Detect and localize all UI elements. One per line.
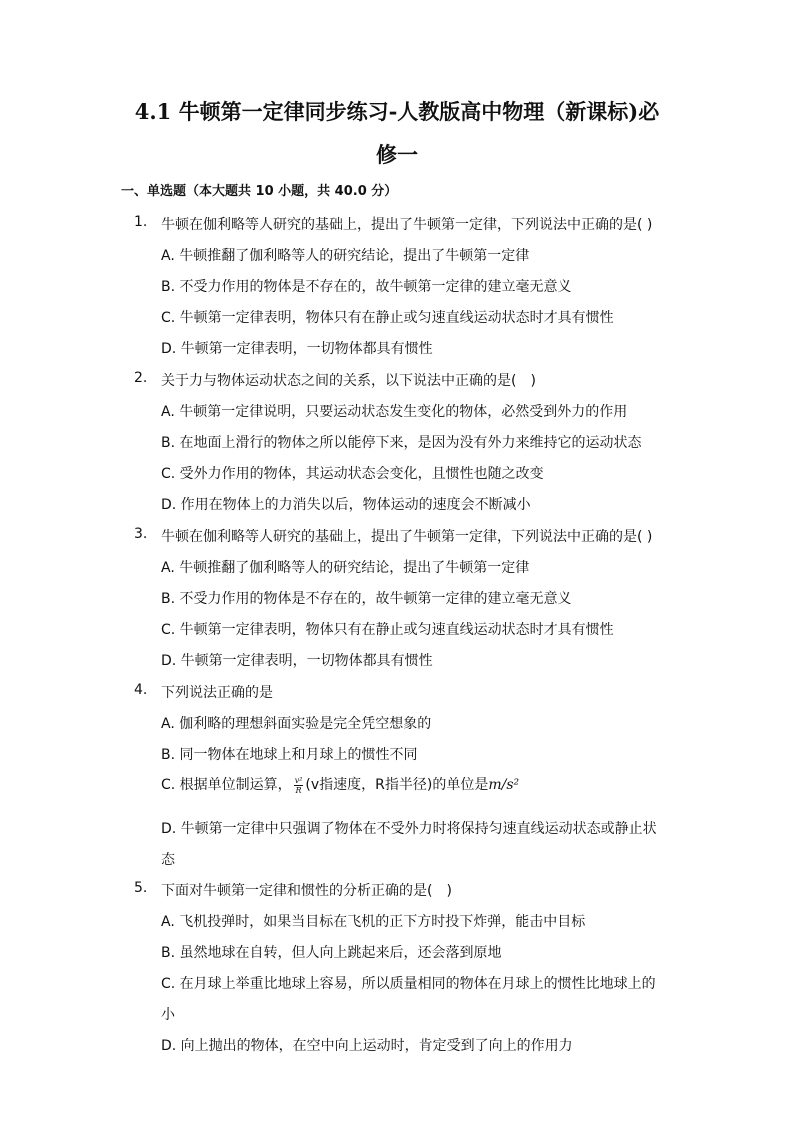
- option-b: B. 在地面上滑行的物体之所以能停下来，是因为没有外力来维持它的运动状态: [161, 435, 642, 451]
- option-b: B. 不受力作用的物体是不存在的，故牛顿第一定律的建立毫无意义: [161, 591, 572, 607]
- option-d: D. 作用在物体上的力消失以后，物体运动的速度会不断减小: [161, 497, 531, 513]
- fraction-numerator: v²: [294, 775, 303, 785]
- fraction: [294, 776, 304, 795]
- option-d: D. 向上抛出的物体，在空中向上运动时，肯定受到了向上的作用力: [161, 1038, 573, 1054]
- option-a: A. 飞机投弹时，如果当目标在飞机的正下方时投下炸弹，能击中目标: [161, 914, 586, 930]
- question-stem: 下列说法正确的是: [161, 685, 273, 701]
- document-title-line-1: 4.1 牛顿第一定律同步练习-人教版高中物理（新课标)必: [134, 99, 660, 124]
- option-b: B. 同一物体在地球上和月球上的惯性不同: [161, 747, 418, 763]
- option-d: D. 牛顿第一定律表明，一切物体都具有惯性: [161, 341, 433, 357]
- option-c-middle: (v指速度，R指半径)的单位是: [305, 777, 489, 793]
- question-stem: 牛顿在伽利略等人研究的基础上，提出了牛顿第一定律，下列说法中正确的是( ): [161, 529, 653, 545]
- option-b: B. 不受力作用的物体是不存在的，故牛顿第一定律的建立毫无意义: [161, 279, 572, 295]
- question-number: 5.: [134, 880, 148, 896]
- option-c: [161, 774, 519, 795]
- option-c: C. 牛顿第一定律表明，物体只有在静止或匀速直线运动状态时才具有惯性: [161, 622, 614, 638]
- question-stem: 下面对牛顿第一定律和惯性的分析正确的是( ): [161, 883, 452, 899]
- option-d: D. 牛顿第一定律中只强调了物体在不受外力时将保持匀速直线运动状态或静止状: [161, 821, 657, 837]
- option-d: D. 牛顿第一定律表明，一切物体都具有惯性: [161, 653, 433, 669]
- option-a: A. 牛顿推翻了伽利略等人的研究结论，提出了牛顿第一定律: [161, 248, 530, 264]
- option-d-continuation: 态: [161, 852, 175, 868]
- option-c-continuation: 小: [161, 1007, 175, 1023]
- document-title-line-2: 修一: [376, 142, 418, 167]
- fraction-denominator: R: [295, 785, 302, 795]
- option-c: C. 在月球上举重比地球上容易，所以质量相同的物体在月球上的惯性比地球上的: [161, 976, 656, 992]
- option-a: A. 伽利略的理想斜面实验是完全凭空想象的: [161, 716, 432, 732]
- question-number: 4.: [134, 682, 148, 698]
- option-c-unit: m/s²: [488, 777, 520, 793]
- question-number: 3.: [134, 526, 148, 542]
- option-a: A. 牛顿第一定律说明，只要运动状态发生变化的物体，必然受到外力的作用: [161, 404, 628, 420]
- option-c-prefix: C. 根据单位制运算，: [161, 777, 292, 793]
- option-c: C. 受外力作用的物体，其运动状态会变化，且惯性也随之改变: [161, 466, 544, 482]
- section-heading: 一、单选题（本大题共 10 小题，共 40.0 分）: [121, 184, 398, 199]
- option-b: B. 虽然地球在自转，但人向上跳起来后，还会落到原地: [161, 945, 502, 961]
- question-number: 1.: [134, 214, 148, 230]
- option-a: A. 牛顿推翻了伽利略等人的研究结论，提出了牛顿第一定律: [161, 560, 530, 576]
- question-stem: 牛顿在伽利略等人研究的基础上，提出了牛顿第一定律，下列说法中正确的是( ): [161, 217, 653, 233]
- option-c: C. 牛顿第一定律表明，物体只有在静止或匀速直线运动状态时才具有惯性: [161, 310, 614, 326]
- question-number: 2.: [134, 370, 148, 386]
- question-stem: 关于力与物体运动状态之间的关系，以下说法中正确的是( ): [161, 373, 536, 389]
